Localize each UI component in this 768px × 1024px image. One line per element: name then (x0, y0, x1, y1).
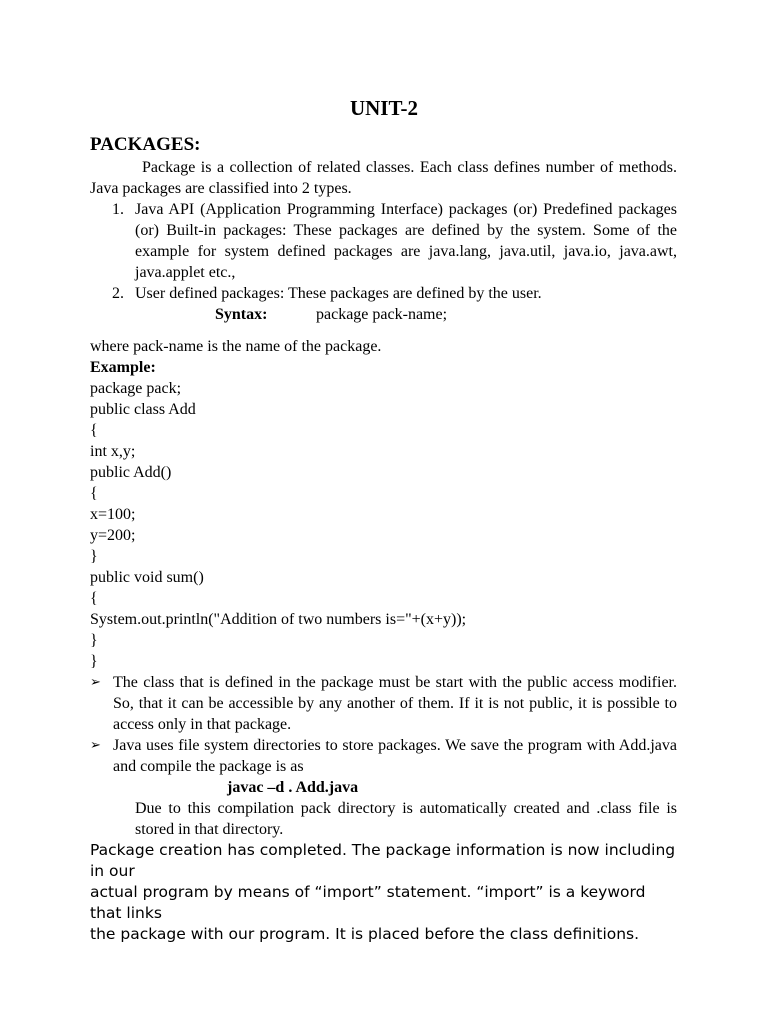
package-type-item-2 (90, 283, 677, 304)
where-text: where pack-name is the name of the package. (90, 338, 382, 355)
closing-paragraph (90, 840, 677, 945)
closing-line: the package with our program. It is placed before the class definitions. (90, 925, 640, 943)
document-content (90, 132, 677, 945)
code-line: int x,y; (90, 443, 136, 460)
code-line: x=100; (90, 506, 136, 523)
code-line: { (90, 590, 98, 607)
code-line: } (90, 548, 98, 565)
code-line: { (90, 485, 98, 502)
code-line: public void sum() (90, 569, 204, 586)
list-number: 1. (112, 201, 124, 218)
list-item-text: Java API (Application Programming Interface) packages (or) Predefined packages (or) Built-in packages: These packages are defined by the system. Some of the example for system defined packages are java.lang, java.util, java.io, java.awt, java.applet etc., (135, 201, 677, 281)
bullet-text: The class that is defined in the package must be start with the public access modifier. So, that it can be accessible by any another of them. If it is not public, it is possible to access only in that package. (113, 674, 677, 733)
code-line: y=200; (90, 527, 136, 544)
package-type-item-1 (90, 199, 677, 283)
closing-line: Package creation has completed. The package information is now including in our (90, 841, 676, 880)
syntax-line (90, 304, 677, 325)
code-line: public Add() (90, 464, 172, 481)
code-example (90, 378, 677, 672)
arrow-bullet-icon: ➢ (90, 675, 101, 690)
code-line: System.out.println("Addition of two numbers is="+(x+y)); (90, 611, 467, 628)
code-line: { (90, 422, 98, 439)
arrow-bullet-icon: ➢ (90, 738, 101, 753)
closing-line: actual program by means of “import” statement. “import” is a keyword that links (90, 883, 646, 922)
syntax-value: package pack-name; (316, 306, 448, 323)
compile-note: Due to this compilation pack directory is automatically created and .class file is stored in that directory. (135, 800, 677, 838)
code-line: public class Add (90, 401, 196, 418)
bullet-item-1 (90, 672, 677, 735)
spacer (90, 325, 677, 336)
compile-command: javac –d . Add.java (227, 779, 359, 796)
example-label: Example: (90, 359, 156, 376)
list-number: 2. (112, 285, 124, 302)
bullet-text: Java uses file system directories to store packages. We save the program with Add.java and compile the package is as (113, 737, 677, 775)
code-line: } (90, 653, 98, 670)
syntax-label: Syntax: (215, 306, 268, 323)
code-line: } (90, 632, 98, 649)
section-heading: PACKAGES: (90, 134, 201, 155)
list-item-text: User defined packages: These packages are defined by the user. (135, 285, 542, 302)
intro-paragraph: Package is a collection of related classes. Each class defines number of methods. Java packages are classified into 2 types. (90, 159, 677, 197)
bullet-item-2 (90, 735, 677, 777)
code-line: package pack; (90, 380, 182, 397)
page-title: UNIT-2 (349, 96, 419, 120)
